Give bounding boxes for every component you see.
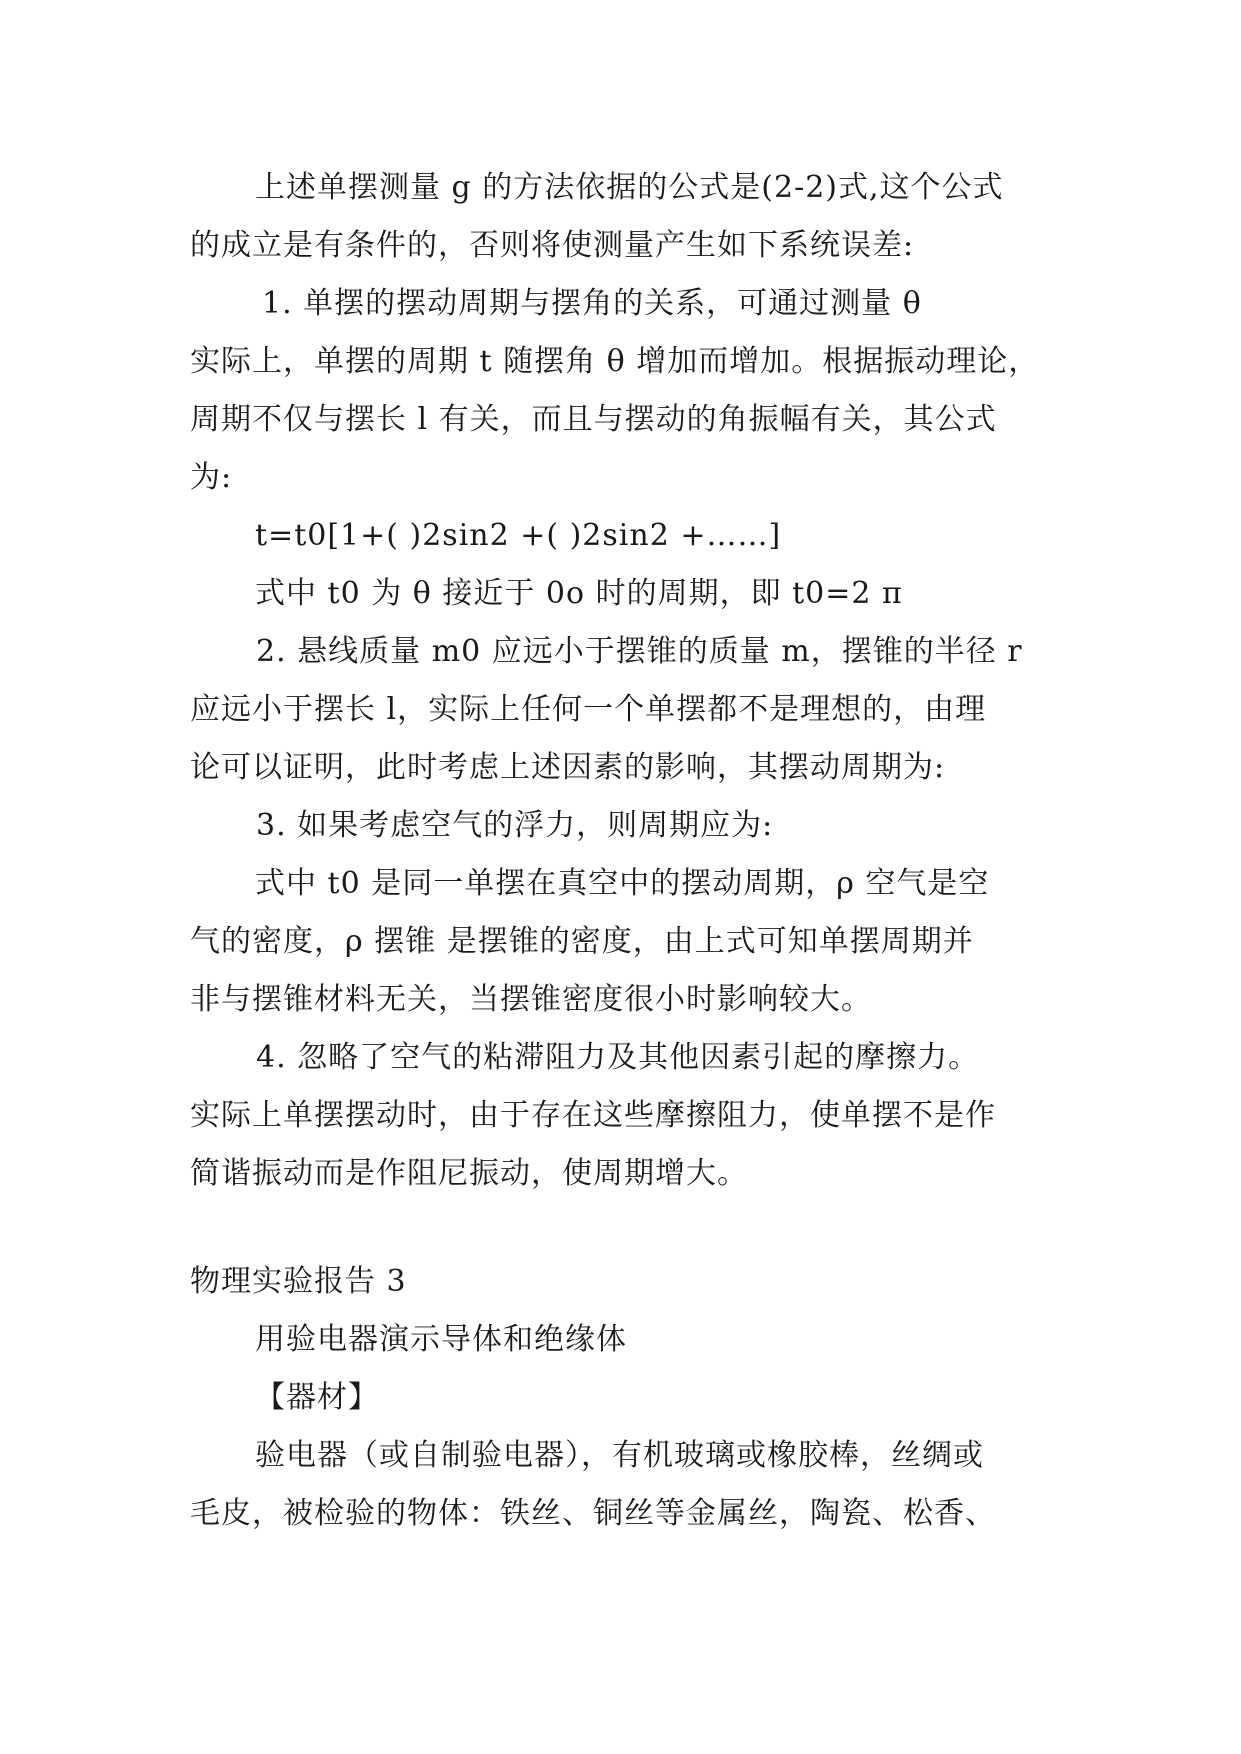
text-line: 毛皮，被检验的物体：铁丝、铜丝等金属丝，陶瓷、松香、: [190, 1496, 996, 1531]
text-line: 实际上，单摆的周期 t 随摆角 θ 增加而增加。根据振动理论，: [190, 344, 1040, 379]
text-line: 为:: [190, 460, 233, 495]
text-line: 应远小于摆长 l，实际上任何一个单摆都不是理想的，由理: [190, 692, 987, 727]
text-line: 气的密度，ρ 摆锥 是摆锥的密度，由上式可知单摆周期并: [190, 924, 974, 959]
text-line: 的成立是有条件的，否则将使测量产生如下系统误差:: [190, 228, 915, 263]
list-item-3: 3. 如果考虑空气的浮力，则周期应为:: [256, 808, 774, 843]
subsection-heading: 【器材】: [255, 1380, 379, 1415]
text-line: 验电器（或自制验电器），有机玻璃或橡胶棒，丝绸或: [255, 1438, 984, 1473]
list-item-1: 1. 单摆的摆动周期与摆角的关系，可通过测量 θ: [262, 286, 922, 321]
text-line: 式中 t0 为 θ 接近于 0o 时的周期，即 t0=2 π: [255, 576, 903, 611]
list-item-4: 4. 忽略了空气的粘滞阻力及其他因素引起的摩擦力。: [256, 1040, 980, 1075]
formula-line: t=t0[1+( )2sin2 +( )2sin2 +……]: [255, 518, 782, 553]
text-line: 式中 t0 是同一单摆在真空中的摆动周期，ρ 空气是空: [255, 866, 990, 901]
text-line: 实际上单摆摆动时，由于存在这些摩擦阻力，使单摆不是作: [190, 1098, 996, 1133]
text-line: 简谐振动而是作阻尼振动，使周期增大。: [190, 1156, 748, 1191]
text-line: 非与摆锥材料无关，当摆锥密度很小时影响较大。: [190, 982, 872, 1017]
text-line: 论可以证明，此时考虑上述因素的影响，其摆动周期为:: [190, 750, 946, 785]
section-title: 物理实验报告 3: [190, 1264, 407, 1299]
experiment-title: 用验电器演示导体和绝缘体: [255, 1322, 627, 1357]
text-line: 周期不仅与摆长 l 有关，而且与摆动的角振幅有关，其公式: [190, 402, 997, 437]
text-line: 上述单摆测量 g 的方法依据的公式是(2-2)式,这个公式: [255, 170, 1004, 205]
list-item-2: 2. 悬线质量 m0 应远小于摆锥的质量 m，摆锥的半径 r: [256, 634, 1023, 669]
